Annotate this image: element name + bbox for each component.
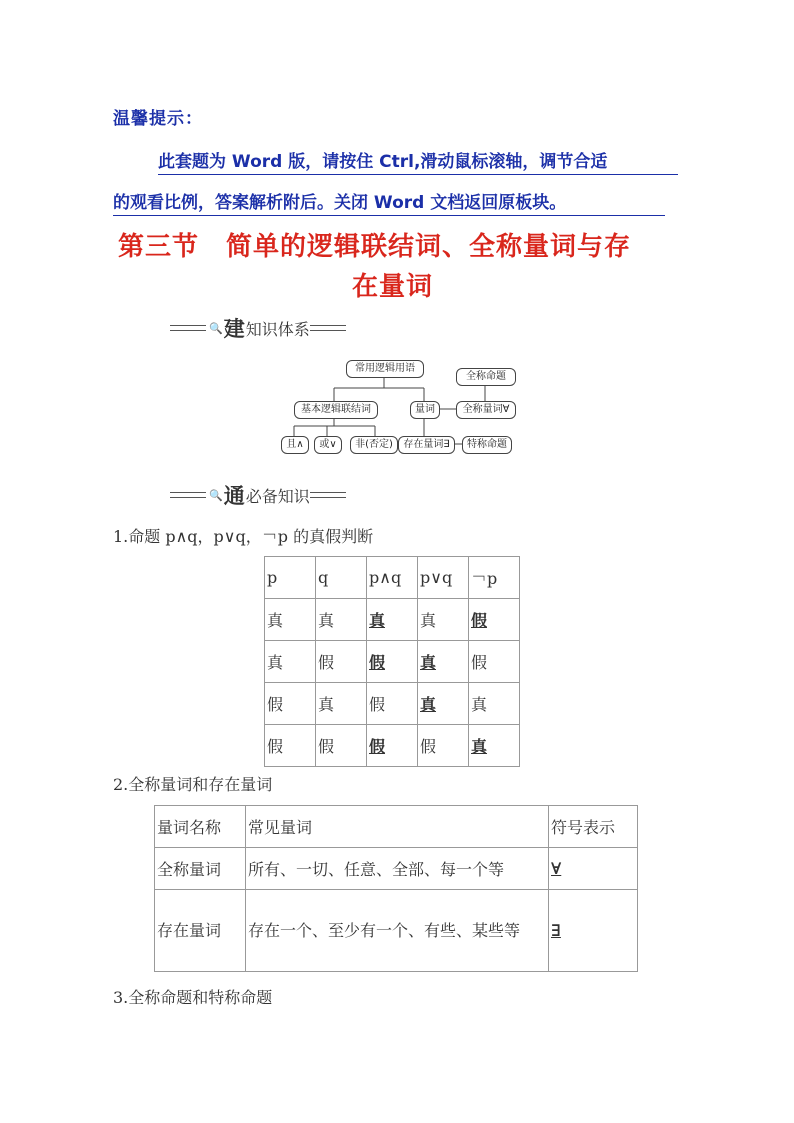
table-row bbox=[265, 599, 520, 641]
answer-cell: 假 bbox=[367, 641, 418, 683]
knowledge-system-header bbox=[170, 313, 346, 343]
tip-heading: 温馨提示： bbox=[113, 109, 203, 129]
table-cell: 假 bbox=[316, 641, 367, 683]
quantifier-table bbox=[154, 805, 638, 972]
answer-cell: 真 bbox=[418, 641, 469, 683]
header-big-char: 通 bbox=[223, 483, 245, 508]
diagram-node-particular-prop: 特称命题 bbox=[462, 436, 512, 454]
table-cell: 真 bbox=[469, 683, 520, 725]
diagram-node-not: 非(否定) bbox=[350, 436, 398, 454]
diagram-node-universal-prop: 全称命题 bbox=[456, 368, 516, 386]
answer-cell: 真 bbox=[469, 725, 520, 767]
table-header-cell: p∨q bbox=[418, 557, 469, 599]
answer-cell: 真 bbox=[367, 599, 418, 641]
answer-cell: 真 bbox=[418, 683, 469, 725]
diagram-node-and: 且∧ bbox=[281, 436, 309, 454]
table-cell: 真 bbox=[316, 683, 367, 725]
header-big-char: 建 bbox=[223, 316, 245, 341]
table-cell: 所有、一切、任意、全部、每一个等 bbox=[246, 848, 549, 890]
table-cell: 真 bbox=[265, 599, 316, 641]
tip-line-2: 的观看比例，答案解析附后。关闭 Word 文档返回原板块。 bbox=[113, 188, 665, 216]
diagram-node-universal-quant: 全称量词∀ bbox=[456, 401, 516, 419]
diagram-node-root: 常用逻辑用语 bbox=[346, 360, 424, 378]
double-rule-left bbox=[170, 325, 206, 331]
table-header-row bbox=[265, 557, 520, 599]
table-cell: 假 bbox=[265, 725, 316, 767]
table-cell: 假 bbox=[418, 725, 469, 767]
table-cell: 假 bbox=[367, 683, 418, 725]
diagram-node-or: 或∨ bbox=[314, 436, 342, 454]
section-title-line-2: 在量词 bbox=[352, 272, 434, 302]
magnifier-icon: 🔍 bbox=[209, 321, 223, 335]
table-row bbox=[155, 890, 638, 972]
table-header-cell: 符号表示 bbox=[549, 806, 638, 848]
table-header-cell: q bbox=[316, 557, 367, 599]
table-row bbox=[155, 848, 638, 890]
diagram-node-existential-quant: 存在量词∃ bbox=[398, 436, 455, 454]
section-title-line-1: 第三节 简单的逻辑联结词、全称量词与存 bbox=[118, 232, 632, 262]
heading-truth-judgement: 1.命题 p∧q，p∨q，￢p 的真假判断 bbox=[113, 527, 374, 546]
answer-cell: ∃ bbox=[549, 890, 638, 972]
tip-line-1: 此套题为 Word 版，请按住 Ctrl,滑动鼠标滚轴，调节合适 bbox=[158, 147, 678, 175]
table-cell: 假 bbox=[469, 641, 520, 683]
table-header-cell: 常见量词 bbox=[246, 806, 549, 848]
double-rule-right bbox=[310, 492, 346, 498]
header-label: 知识体系 bbox=[245, 319, 310, 339]
heading-universal-particular: 3.全称命题和特称命题 bbox=[113, 988, 273, 1007]
answer-cell: 假 bbox=[367, 725, 418, 767]
header-label: 必备知识 bbox=[245, 486, 310, 506]
essential-knowledge-header bbox=[170, 480, 346, 510]
table-cell: 全称量词 bbox=[155, 848, 246, 890]
concept-diagram bbox=[270, 352, 530, 462]
heading-quantifiers: 2.全称量词和存在量词 bbox=[113, 775, 273, 794]
table-cell: 真 bbox=[316, 599, 367, 641]
table-cell: 存在一个、至少有一个、有些、某些等 bbox=[246, 890, 549, 972]
table-cell: 真 bbox=[265, 641, 316, 683]
table-cell: 真 bbox=[418, 599, 469, 641]
double-rule-right bbox=[310, 325, 346, 331]
table-cell: 存在量词 bbox=[155, 890, 246, 972]
table-cell: 假 bbox=[316, 725, 367, 767]
double-rule-left bbox=[170, 492, 206, 498]
truth-table bbox=[264, 556, 520, 767]
diagram-node-connectives: 基本逻辑联结词 bbox=[294, 401, 378, 419]
table-header-cell: 量词名称 bbox=[155, 806, 246, 848]
table-row bbox=[265, 725, 520, 767]
table-row bbox=[265, 683, 520, 725]
diagram-node-quantifiers: 量词 bbox=[410, 401, 440, 419]
table-header-cell: ￢p bbox=[469, 557, 520, 599]
answer-cell: 假 bbox=[469, 599, 520, 641]
table-header-cell: p bbox=[265, 557, 316, 599]
table-header-row bbox=[155, 806, 638, 848]
table-header-cell: p∧q bbox=[367, 557, 418, 599]
answer-cell: ∀ bbox=[549, 848, 638, 890]
magnifier-icon: 🔍 bbox=[209, 488, 223, 502]
table-row bbox=[265, 641, 520, 683]
table-cell: 假 bbox=[265, 683, 316, 725]
